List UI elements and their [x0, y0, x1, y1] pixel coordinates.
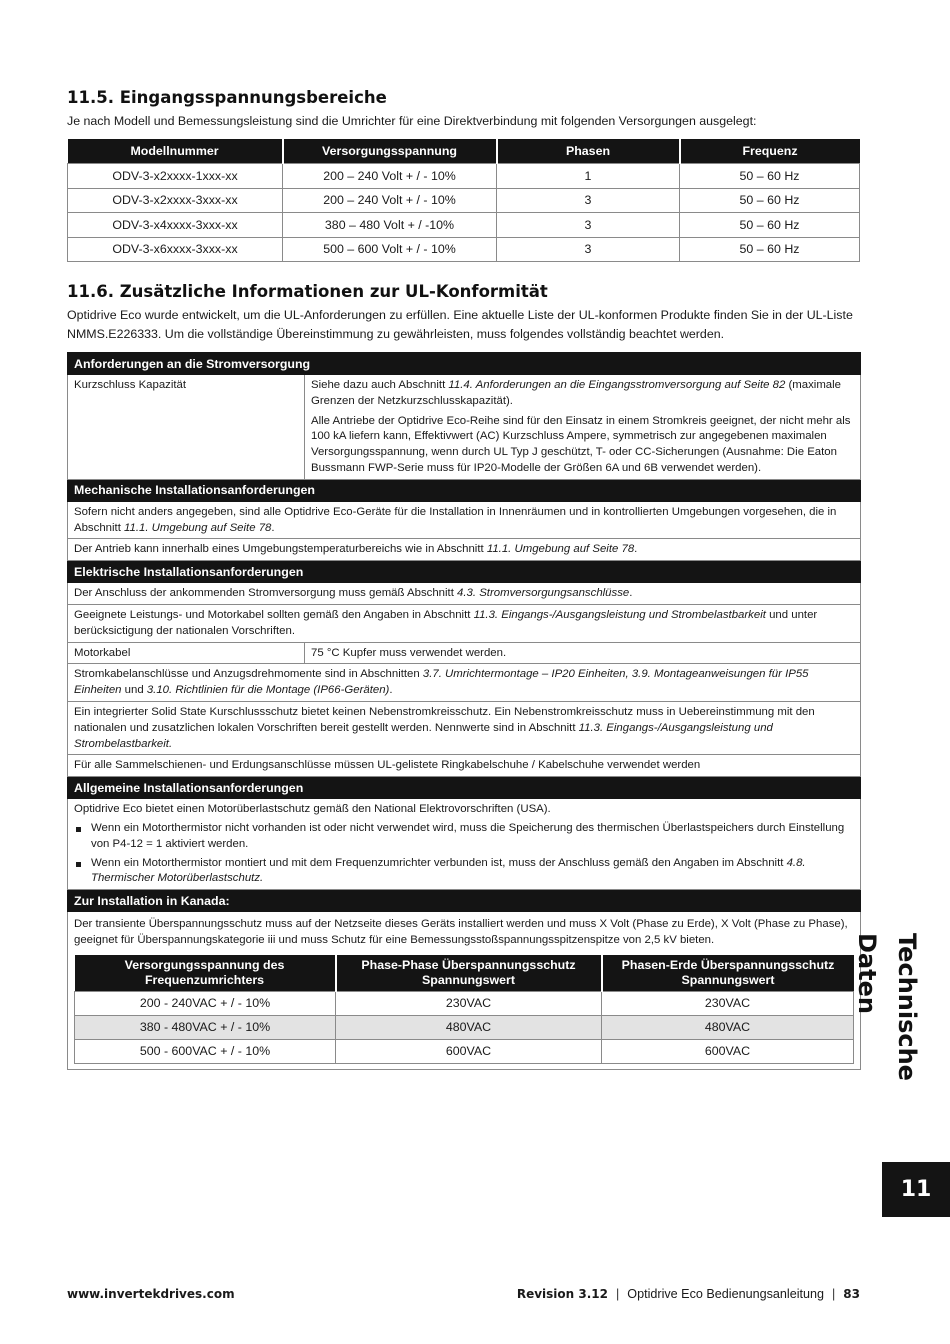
- section-intro-11-6: Optidrive Eco wurde entwickelt, um die UL-Anforderungen zu erfüllen. Eine aktuelle Liste der UL-konformen Produkte finden Sie in der UL-Liste NMMS.E226333. Um die vollständige Übereinstimmung zu gewährleisten, muss folgendes vollständig beachtet werden.: [67, 308, 853, 341]
- table-row: [75, 991, 854, 1015]
- table-header-row: [75, 955, 854, 992]
- table-row: [68, 755, 861, 777]
- table-cell: 200 - 240VAC + / - 10%: [75, 991, 336, 1015]
- table-row: [68, 164, 860, 189]
- short-circuit-text: [305, 375, 861, 480]
- table-row: [68, 375, 861, 480]
- table-cell: 480VAC: [602, 1015, 854, 1039]
- table-row: [68, 539, 861, 561]
- table-cell: 380 – 480 Volt + / -10%: [283, 213, 497, 238]
- cross-reference: 11.4. Anforderungen an die Eingangsstromversorgung auf Seite 82: [448, 379, 786, 391]
- column-header: Versorgungsspannung: [283, 139, 497, 164]
- ul-requirements-table: [67, 352, 861, 1070]
- text: und: [121, 684, 147, 697]
- manual-title: Optidrive Eco Bedienungsanleitung: [627, 1287, 825, 1301]
- cross-reference: 4.8. Thermischer Motorüberlastschutz.: [91, 856, 806, 885]
- table-cell: [68, 664, 861, 702]
- input-voltage-table: [67, 139, 860, 262]
- table-cell: [68, 583, 861, 605]
- table-row: [75, 1015, 854, 1039]
- page-number: 83: [843, 1287, 860, 1301]
- table-cell: 380 - 480VAC + / - 10%: [75, 1015, 336, 1039]
- section-heading-11-5: 11.5. Eingangsspannungsbereiche: [67, 88, 387, 107]
- table-cell: 3: [497, 213, 680, 238]
- column-header: Versorgungsspannung des Frequenzumrichters: [75, 955, 336, 992]
- table-cell: 600VAC: [602, 1039, 854, 1063]
- section-header-electrical: Elektrische Installationsanforderungen: [68, 561, 861, 583]
- text: Siehe dazu auch Abschnitt: [311, 379, 449, 391]
- table-cell: 200 – 240 Volt + / - 10%: [283, 164, 497, 189]
- section-header-canada: Zur Installation in Kanada:: [68, 890, 861, 912]
- table-cell: ODV-3-x4xxxx-3xxx-xx: [68, 213, 283, 238]
- chapter-side-label: Technische Daten: [853, 933, 921, 1081]
- table-row: [68, 501, 861, 539]
- table-row: [68, 701, 861, 754]
- text: .: [629, 587, 633, 600]
- table-row: [68, 664, 861, 702]
- table-header-row: [68, 139, 860, 164]
- bullet-icon: [76, 827, 81, 832]
- short-circuit-label: Kurzschluss Kapazität: [68, 375, 305, 480]
- cross-reference: 11.1. Umgebung auf Seite 78: [486, 543, 635, 556]
- website-link[interactable]: www.invertekdrives.com: [67, 1287, 235, 1301]
- table-row: [68, 188, 860, 213]
- text: Wenn ein Motorthermistor montiert und mit dem Frequenzumrichter verbunden ist, muss der Anschluss gemäß den Angaben im Abschnitt: [91, 856, 787, 869]
- section-header-mechanical: Mechanische Installationsanforderungen: [68, 479, 861, 501]
- text: Der Anschluss der ankommenden Stromversorgung muss gemäß Abschnitt: [74, 587, 458, 600]
- table-cell: 50 – 60 Hz: [680, 188, 860, 213]
- table-cell: 500 – 600 Volt + / - 10%: [283, 237, 497, 262]
- table-row: [68, 799, 861, 890]
- paragraph: Optidrive Eco bietet einen Motorüberlastschutz gemäß den National Elektrovorschriften (USA).: [74, 803, 551, 816]
- page-footer: [67, 1287, 860, 1301]
- table-cell: 1: [497, 164, 680, 189]
- table-cell: ODV-3-x2xxxx-1xxx-xx: [68, 164, 283, 189]
- table-row: [68, 604, 861, 642]
- text: .: [634, 543, 638, 556]
- section-intro-11-5: Je nach Modell und Bemessungsleistung sind die Umrichter für eine Direktverbindung mit folgenden Versorgungen ausgelegt:: [67, 114, 757, 128]
- table-cell: ODV-3-x2xxxx-3xxx-xx: [68, 188, 283, 213]
- footer-separator: |: [832, 1287, 836, 1301]
- bullet-item: [74, 821, 854, 853]
- table-cell: 50 – 60 Hz: [680, 237, 860, 262]
- surge-protection-table: [74, 955, 854, 1064]
- table-cell: 3: [497, 237, 680, 262]
- revision-label: Revision 3.12: [516, 1287, 608, 1301]
- table-cell: [68, 912, 861, 1070]
- column-header: Phasen-Erde Überspannungsschutz Spannungswert: [602, 955, 854, 992]
- table-cell: 50 – 60 Hz: [680, 213, 860, 238]
- text: .: [271, 521, 275, 534]
- text: Geeignete Leistungs- und Motorkabel sollten gemäß den Angaben in Abschnitt: [74, 608, 474, 621]
- cross-reference: 11.3. Eingangs-/Ausgangsleistung und Strombelastbarkeit: [473, 608, 766, 621]
- table-cell: 200 – 240 Volt + / - 10%: [283, 188, 497, 213]
- table-cell: [68, 701, 861, 754]
- table-cell: ODV-3-x6xxxx-3xxx-xx: [68, 237, 283, 262]
- cross-reference: 4.3. Stromversorgungsanschlüsse: [457, 587, 630, 600]
- table-cell: 500 - 600VAC + / - 10%: [75, 1039, 336, 1063]
- table-row: [68, 642, 861, 664]
- table-cell: [68, 539, 861, 561]
- section-header-power: Anforderungen an die Stromversorgung: [68, 353, 861, 375]
- motor-cable-value: 75 °C Kupfer muss verwendet werden.: [305, 642, 861, 664]
- cross-reference: 3.10. Richtlinien für die Montage (IP66-Geräten): [146, 684, 390, 697]
- table-row: [68, 912, 861, 1070]
- table-cell: [68, 501, 861, 539]
- text: Der Antrieb kann innerhalb eines Umgebungstemperaturbereichs wie in Abschnitt: [74, 543, 487, 556]
- text: .: [389, 684, 393, 697]
- cross-reference: 11.1. Umgebung auf Seite 78: [124, 521, 272, 534]
- section-header-general: Allgemeine Installationsanforderungen: [68, 777, 861, 799]
- table-cell: 230VAC: [602, 991, 854, 1015]
- table-cell: [68, 799, 861, 890]
- footer-separator: |: [616, 1287, 620, 1301]
- table-row: [68, 237, 860, 262]
- paragraph: Alle Antriebe der Optidrive Eco-Reihe sind für den Einsatz in einem Stromkreis geeignet, der nicht mehr als 100 kA liefern kann, Effektivwert (AC) Kurzschluss Ampere, symmetrisch zur angegebenen maximalen Versorgungsspannung, wenn durch UL Typ J geschützt, T- oder CC-Sicherungen (Ausnahme: Die Eaton Bussmann FWP-Serie muss für IP20-Modelle der Größen 6A und 6B verwendet werden).: [311, 414, 851, 474]
- column-header: Modellnummer: [68, 139, 283, 164]
- section-heading-11-6: 11.6. Zusätzliche Informationen zur UL-Konformität: [67, 282, 548, 301]
- table-cell: 480VAC: [336, 1015, 602, 1039]
- text: Stromkabelanschlüsse und Anzugsdrehmomente sind in Abschnitten: [74, 668, 423, 681]
- table-cell: 50 – 60 Hz: [680, 164, 860, 189]
- cross-reference: 11.3. Eingangs-/Ausgangsleistung und Strombelastbarkeit.: [74, 721, 773, 750]
- text: (maximale Grenzen der Netzkurzschlusskapazität).: [311, 379, 842, 407]
- column-header: Phase-Phase Überspannungsschutz Spannungswert: [336, 955, 602, 992]
- column-header: Phasen: [497, 139, 680, 164]
- paragraph: [311, 378, 854, 410]
- table-row: [68, 213, 860, 238]
- paragraph: Der transiente Überspannungsschutz muss auf der Netzseite dieses Geräts installiert werden und muss X Volt (Phase zu Erde), X Volt (Phase zu Phase), geeignet für Überspannungskategorie iii und muss Schutz für eine Bemessungsstoßspannungsspitzenspitze von 2,5 kV bieten.: [74, 918, 848, 946]
- table-cell: 230VAC: [336, 991, 602, 1015]
- footer-right: [517, 1287, 860, 1301]
- bullet-icon: [76, 862, 81, 867]
- text: und unter berücksictigung der nationalen Vorschriften.: [74, 608, 818, 637]
- text: Wenn ein Motorthermistor nicht vorhanden ist oder nicht verwendet wird, muss die Speicherung des thermischen Überlastspeichers durch Einstellung von P4-12 = 1 aktiviert werden.: [91, 821, 845, 850]
- table-row: [75, 1039, 854, 1063]
- text: Sofern nicht anders angegeben, sind alle Optidrive Eco-Geräte für die Installation in Innenräumen und in kontrollierten Umgebungen vorgesehen, die in Abschnitt: [74, 505, 837, 534]
- table-cell: Für alle Sammelschienen- und Erdungsanschlüsse müssen UL-gelistete Ringkabelschuhe / Kabelschuhe verwendet werden: [68, 755, 861, 777]
- table-cell: 600VAC: [336, 1039, 602, 1063]
- table-cell: 3: [497, 188, 680, 213]
- table-cell: [68, 604, 861, 642]
- page-content: [67, 88, 860, 1070]
- bullet-item: [74, 856, 854, 888]
- motor-cable-label: Motorkabel: [68, 642, 305, 664]
- column-header: Frequenz: [680, 139, 860, 164]
- text: Ein integrierter Solid State Kurschlussschutz bietet keinen Nebenstromkreisschutz. Ein Nebenstromkreisschutz muss in Uebereinstimmung mit den nationalen und zusatzlichen lokalen Vorschriften bereit gestellt werden. Nennwerte sind in Abschnitt: [74, 705, 815, 734]
- cross-reference: 3.7. Umrichtermontage – IP20 Einheiten, 3.9. Montageanweisungen für IP55 Einheiten: [74, 668, 809, 697]
- table-row: [68, 583, 861, 605]
- chapter-number-badge: 11: [882, 1162, 950, 1217]
